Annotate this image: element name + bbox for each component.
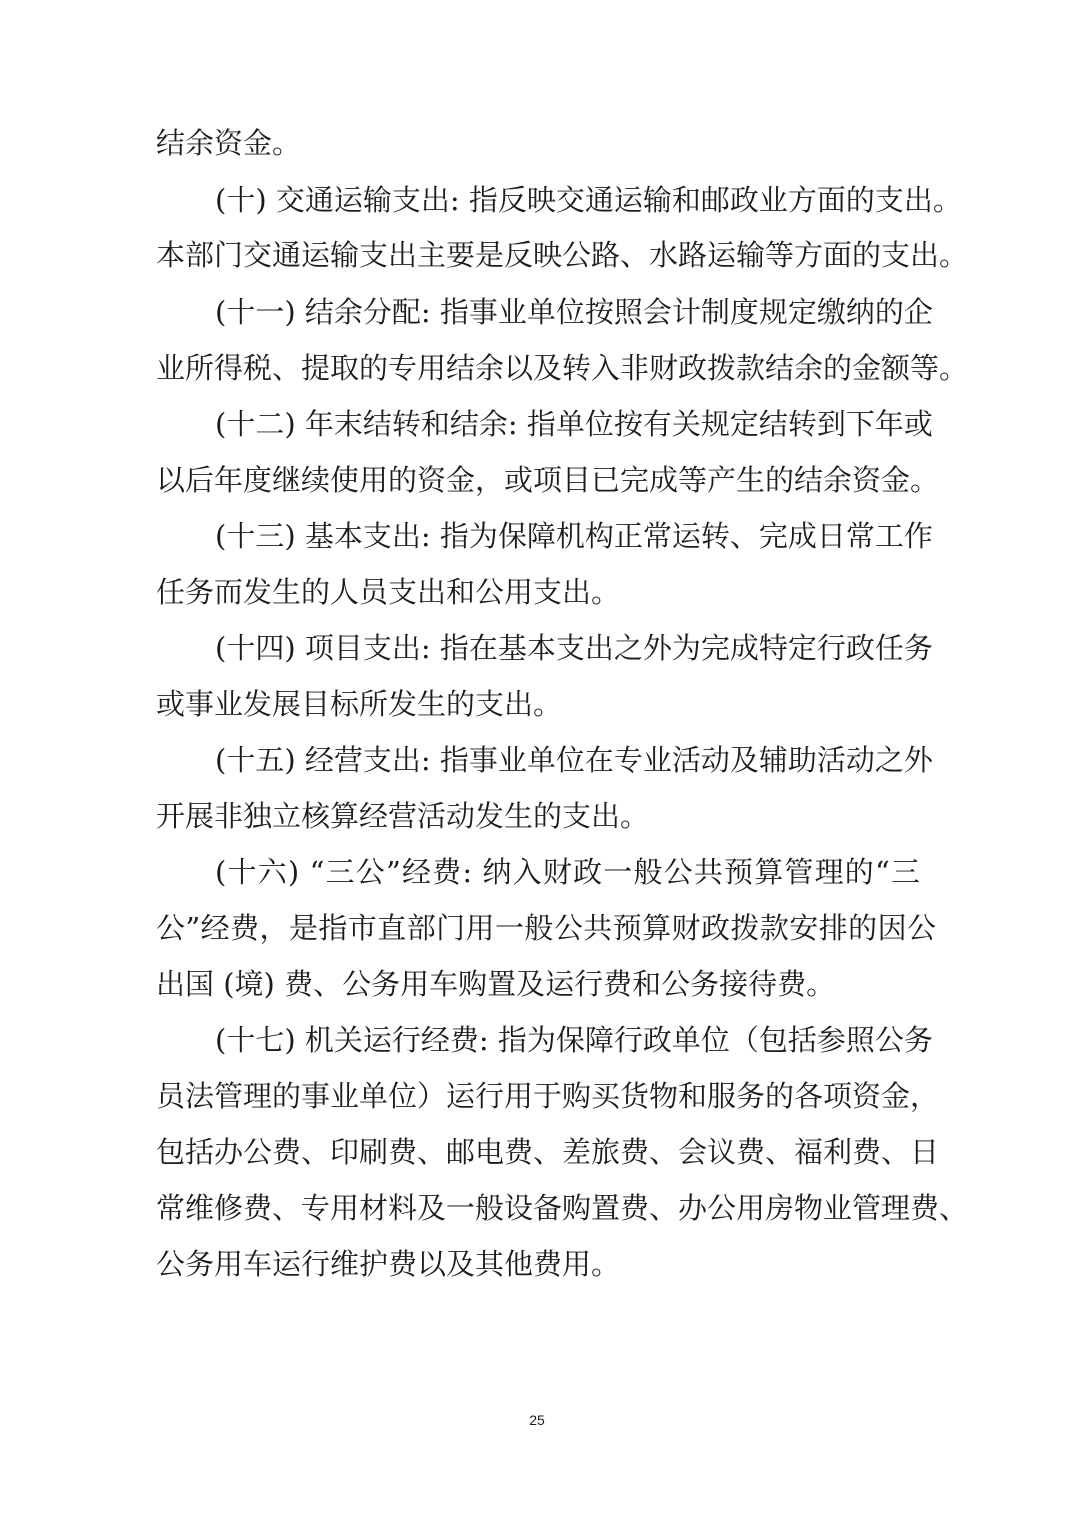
text-line: 开展非独立核算经营活动发生的支出。 <box>156 799 650 833</box>
text-line: (十七) 机关运行经费: 指为保障行政单位（包括参照公务 <box>215 1023 933 1057</box>
text-line: 公”经费，是指市直部门用一般公共预算财政拨款安排的因公 <box>156 911 936 945</box>
text-line: (十三) 基本支出: 指为保障机构正常运转、完成日常工作 <box>215 519 933 553</box>
page-number: 25 <box>529 1412 545 1428</box>
text-line: 以后年度继续使用的资金，或项目已完成等产生的结余资金。 <box>156 463 940 497</box>
text-line: 公务用车运行维护费以及其他费用。 <box>156 1247 621 1281</box>
text-line: 结余资金。 <box>156 126 302 160</box>
text-line: 常维修费、专用材料及一般设备购置费、办公用房物业管理费、 <box>156 1191 969 1225</box>
text-line: 员法管理的事业单位）运行用于购买货物和服务的各项资金， <box>156 1079 940 1113</box>
text-line: 包括办公费、印刷费、邮电费、差旅费、会议费、福利费、日 <box>156 1135 940 1169</box>
text-line: 业所得税、提取的专用结余以及转入非财政拨款结余的金额等。 <box>156 351 969 385</box>
text-line: (十四) 项目支出: 指在基本支出之外为完成特定行政任务 <box>215 631 933 665</box>
text-line: 任务而发生的人员支出和公用支出。 <box>156 575 621 609</box>
text-line: (十一) 结余分配: 指事业单位按照会计制度规定缴纳的企 <box>215 295 933 329</box>
text-line: 本部门交通运输支出主要是反映公路、水路运输等方面的支出。 <box>156 238 969 272</box>
text-line: (十六) “三公”经费: 纳入财政一般公共预算管理的“三 <box>215 855 920 889</box>
text-line: (十五) 经营支出: 指事业单位在专业活动及辅助活动之外 <box>215 743 933 777</box>
text-line: (十二) 年末结转和结余: 指单位按有关规定结转到下年或 <box>215 407 933 441</box>
text-line: (十) 交通运输支出: 指反映交通运输和邮政业方面的支出。 <box>215 183 962 217</box>
text-line: 或事业发展目标所发生的支出。 <box>156 687 563 721</box>
text-line: 出国 (境) 费、公务用车购置及运行费和公务接待费。 <box>156 967 836 1001</box>
